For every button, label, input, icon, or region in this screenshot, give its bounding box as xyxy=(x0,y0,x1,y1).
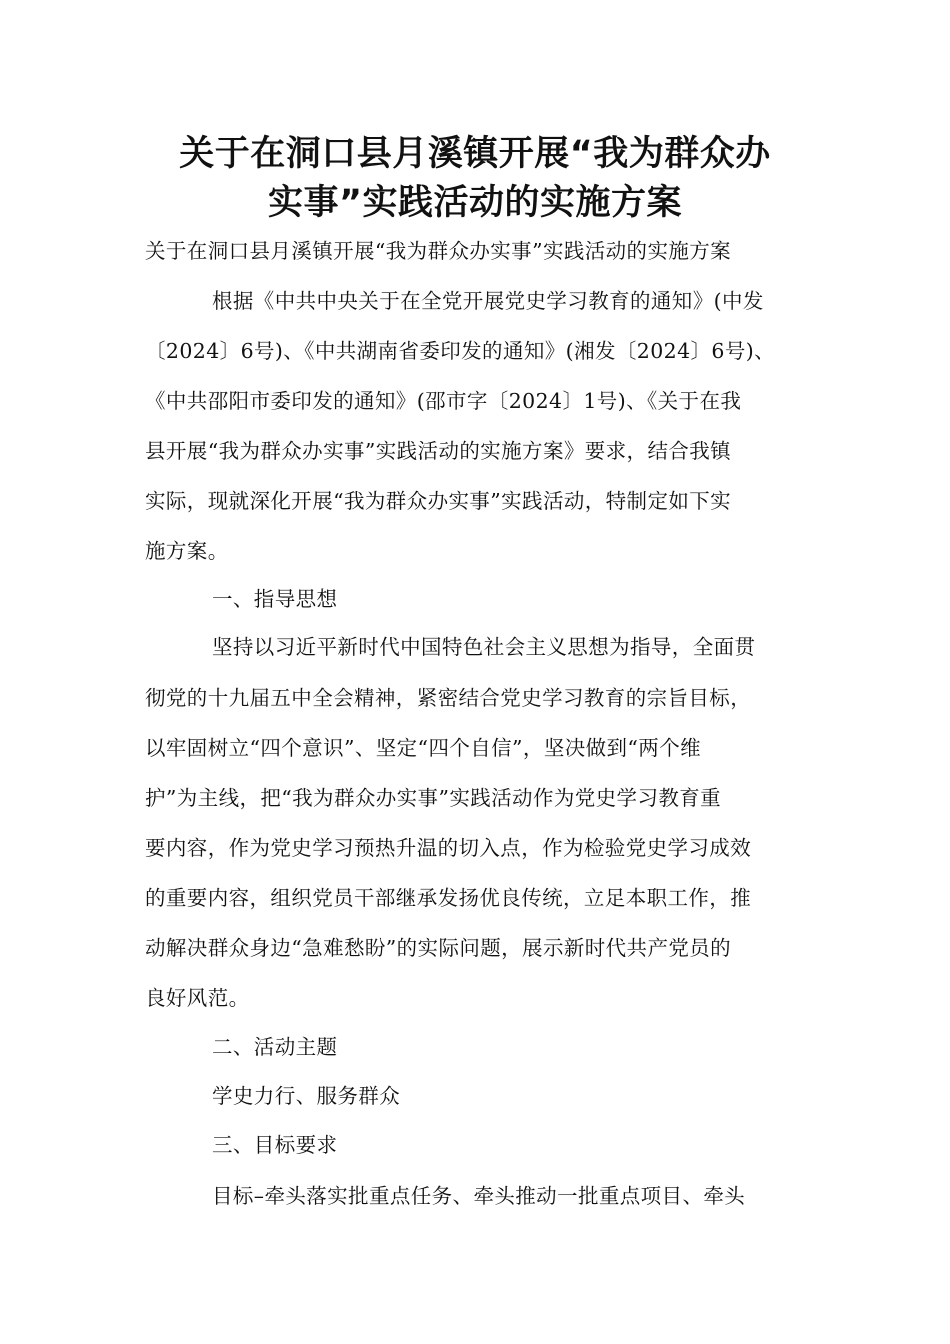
paragraph-line: 根据《中共中央关于在全党开展党史学习教育的通知》(中发 xyxy=(212,289,764,313)
paragraph-line: 〔2024〕6号)、《中共湖南省委印发的通知》(湘发〔2024〕6号)、 xyxy=(145,339,776,363)
paragraph-line: 彻党的十九届五中全会精神，紧密结合党史学习教育的宗旨目标， xyxy=(145,686,752,710)
paragraph-line: 动解决群众身边“急难愁盼”的实际问题，展示新时代共产党员的 xyxy=(145,936,732,960)
paragraph-line: 坚持以习近平新时代中国特色社会主义思想为指导，全面贯 xyxy=(212,635,756,659)
paragraph-line: 要内容，作为党史学习预热升温的切入点，作为检验党史学习成效 xyxy=(145,836,752,860)
paragraph-line: 施方案。 xyxy=(145,539,229,563)
document-title-line-1: 关于在洞口县月溪镇开展“我为群众办 xyxy=(179,134,771,174)
document-subtitle: 关于在洞口县月溪镇开展“我为群众办实事”实践活动的实施方案 xyxy=(145,239,732,263)
paragraph-line: 的重要内容，组织党员干部继承发扬优良传统，立足本职工作，推 xyxy=(145,886,752,910)
paragraph-line: 《中共邵阳市委印发的通知》(邵市字〔2024〕1号)、《关于在我 xyxy=(145,389,742,413)
paragraph-line: 以牢固树立“四个意识”、坚定“四个自信”，坚决做到“两个维 xyxy=(145,736,701,760)
section-heading-1: 一、指导思想 xyxy=(212,587,338,611)
section-heading-3: 三、目标要求 xyxy=(212,1133,338,1157)
paragraph-line: 县开展“我为群众办实事”实践活动的实施方案》要求，结合我镇 xyxy=(145,439,732,463)
paragraph-line: 学史力行、服务群众 xyxy=(212,1084,401,1108)
paragraph-line: 实际，现就深化开展“我为群众办实事”实践活动，特制定如下实 xyxy=(145,489,732,513)
paragraph-line: 良好风范。 xyxy=(145,986,250,1010)
section-heading-2: 二、活动主题 xyxy=(212,1035,338,1059)
document-title-line-2: 实事”实践活动的实施方案 xyxy=(267,183,682,223)
paragraph-line: 目标–牵头落实批重点任务、牵头推动一批重点项目、牵头 xyxy=(212,1184,746,1208)
paragraph-line: 护”为主线，把“我为群众办实事”实践活动作为党史学习教育重 xyxy=(145,786,722,810)
